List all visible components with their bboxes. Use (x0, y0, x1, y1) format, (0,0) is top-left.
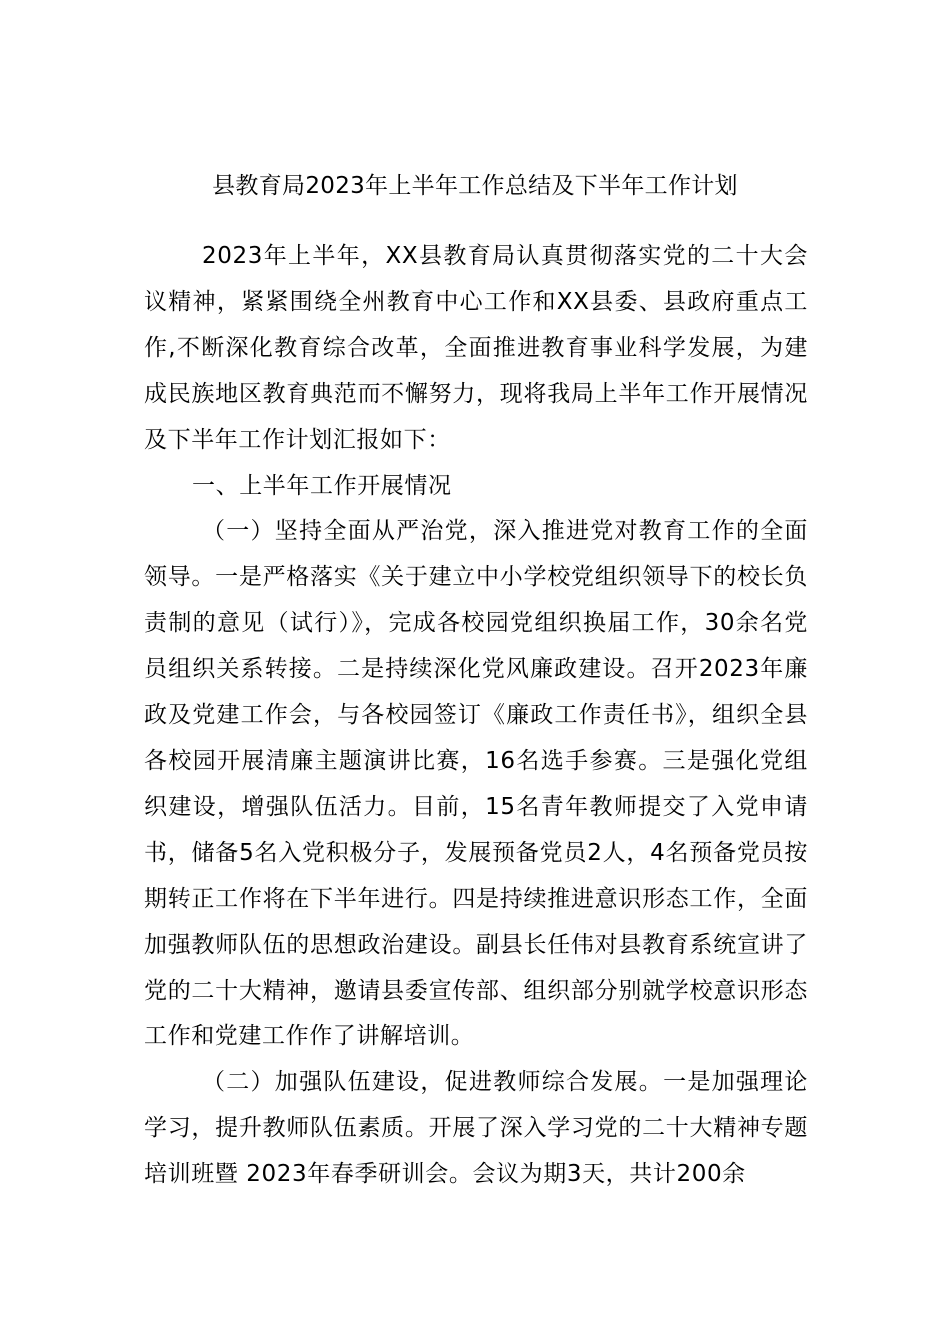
section-heading-1: 一、上半年工作开展情况 (192, 472, 452, 499)
document-body (144, 234, 808, 1198)
document-title: 县教育局2023年上半年工作总结及下半年工作计划 (212, 173, 738, 199)
intro-paragraph: 2023年上半年，XX县教育局认真贯彻落实党的二十大会议精神，紧紧围绕全州教育中心工作和XX县委、县政府重点工作,不断深化教育综合改革，全面推进教育事业科学发展，为建成民族地区教育典范而不懈努力，现将我局上半年工作开展情况及下半年工作计划汇报如下： (144, 243, 808, 453)
section-1-item-1-paragraph: （一）坚持全面从严治党，深入推进党对教育工作的全面领导。一是严格落实《关于建立中小学校党组织领导下的校长负责制的意见（试行）》，完成各校园党组织换届工作，30余名党员组织关系转接。二是持续深化党风廉政建设。召开2023年廉政及党建工作会，与各校园签订《廉政工作责任书》，组织全县各校园开展清廉主题演讲比赛，16名选手参赛。三是强化党组织建设，增强队伍活力。目前，15名青年教师提交了入党申请书，储备5名入党积极分子，发展预备党员2人，4名预备党员按期转正工作将在下半年进行。四是持续推进意识形态工作，全面加强教师队伍的思想政治建设。副县长任伟对县教育系统宣讲了党的二十大精神，邀请县委宣传部、组织部分别就学校意识形态工作和党建工作作了讲解培训。 (144, 518, 808, 1050)
section-1-item-2-paragraph: （二）加强队伍建设，促进教师综合发展。一是加强理论学习，提升教师队伍素质。开展了深入学习党的二十大精神专题培训班暨 2023年春季研训会。会议为期3天，共计200余 (144, 1069, 808, 1188)
